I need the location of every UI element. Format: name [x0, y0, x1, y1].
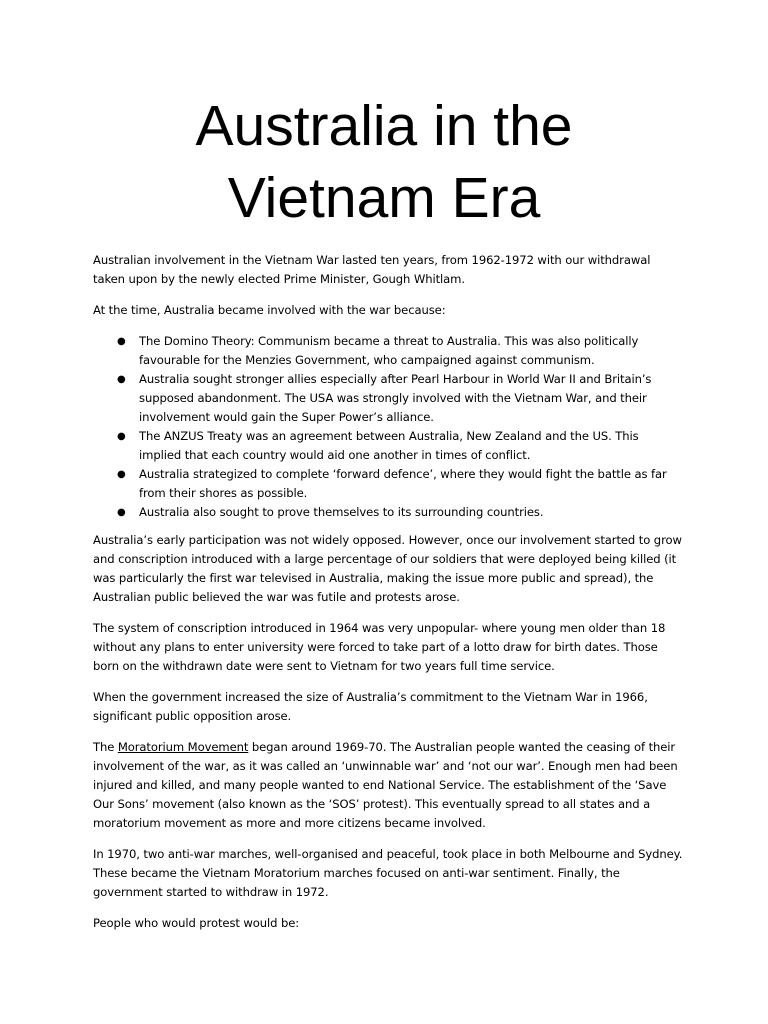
- reasons-list: [93, 332, 683, 522]
- title-line-2: Vietnam Era: [227, 166, 541, 230]
- list-item-text: The Domino Theory: Communism became a threat to Australia. This was also politically favourable for the Menzies Government, who campaigned against communism.: [139, 334, 639, 367]
- list-item: [117, 427, 683, 465]
- paragraph-reasons-lead: At the time, Australia became involved with the war because:: [93, 303, 446, 317]
- page-title: [0, 90, 768, 234]
- list-item: [117, 332, 683, 370]
- moratorium-body-text: began around 1969-70. The Australian people wanted the ceasing of their involvement of the war, as it was called an ‘unwinnable war’ and ‘not our war’. Enough men had been injured and killed, and many people wanted to end National Service. The establishment of the ‘Save Our Sons’ movement (also known as the ‘SOS’ protest). This eventually spread to all states and a moratorium movement as more and more citizens became involved.: [93, 740, 678, 830]
- paragraph-marches-1970: In 1970, two anti-war marches, well-organised and peaceful, took place in both Melbourne and Sydney. These became the Vietnam Moratorium marches focused on anti-war sentiment. Finally, the government started to withdraw in 1972.: [93, 847, 683, 899]
- bullet-icon: ●: [117, 374, 126, 385]
- list-item: [117, 370, 683, 427]
- paragraph-commitment-1966: When the government increased the size of Australia’s commitment to the Vietnam War in 1966, significant public opposition arose.: [93, 690, 648, 723]
- paragraph-protesters-lead: People who would protest would be:: [93, 916, 300, 930]
- moratorium-lead-text: The: [93, 740, 118, 754]
- document-body: [93, 251, 683, 945]
- list-item-text: Australia sought stronger allies especially after Pearl Harbour in World War II and Britain’s supposed abandonment. The USA was strongly involved with the Vietnam War, and their involvement would gain the Super Power’s alliance.: [139, 372, 652, 424]
- paragraph-public-opinion: Australia’s early participation was not widely opposed. However, once our involvement started to grow and conscription introduced with a large percentage of our soldiers that were deployed being killed (it was particularly the first war televised in Australia, making the issue more public and spread), the Australian public believed the war was futile and protests arose.: [93, 533, 682, 604]
- list-item: [117, 465, 683, 503]
- paragraph-moratorium: [93, 738, 683, 833]
- bullet-icon: ●: [117, 336, 126, 347]
- list-item-text: Australia strategized to complete ‘forward defence’, where they would fight the battle as far from their shores as possible.: [139, 467, 667, 500]
- bullet-icon: ●: [117, 431, 126, 442]
- bullet-icon: ●: [117, 507, 126, 518]
- paragraph-conscription: The system of conscription introduced in 1964 was very unpopular- where young men older than 18 without any plans to enter university were forced to take part of a lotto draw for birth dates. Those born on the withdrawn date were sent to Vietnam for two years full time service.: [93, 621, 666, 673]
- moratorium-movement-term: Moratorium Movement: [117, 740, 249, 754]
- title-line-1: Australia in the: [195, 94, 573, 158]
- list-item: [117, 503, 683, 522]
- bullet-icon: ●: [117, 469, 126, 480]
- paragraph-intro: Australian involvement in the Vietnam War lasted ten years, from 1962-1972 with our withdrawal taken upon by the newly elected Prime Minister, Gough Whitlam.: [93, 253, 651, 286]
- list-item-text: The ANZUS Treaty was an agreement between Australia, New Zealand and the US. This implied that each country would aid one another in times of conflict.: [139, 429, 639, 462]
- list-item-text: Australia also sought to prove themselves to its surrounding countries.: [139, 505, 544, 519]
